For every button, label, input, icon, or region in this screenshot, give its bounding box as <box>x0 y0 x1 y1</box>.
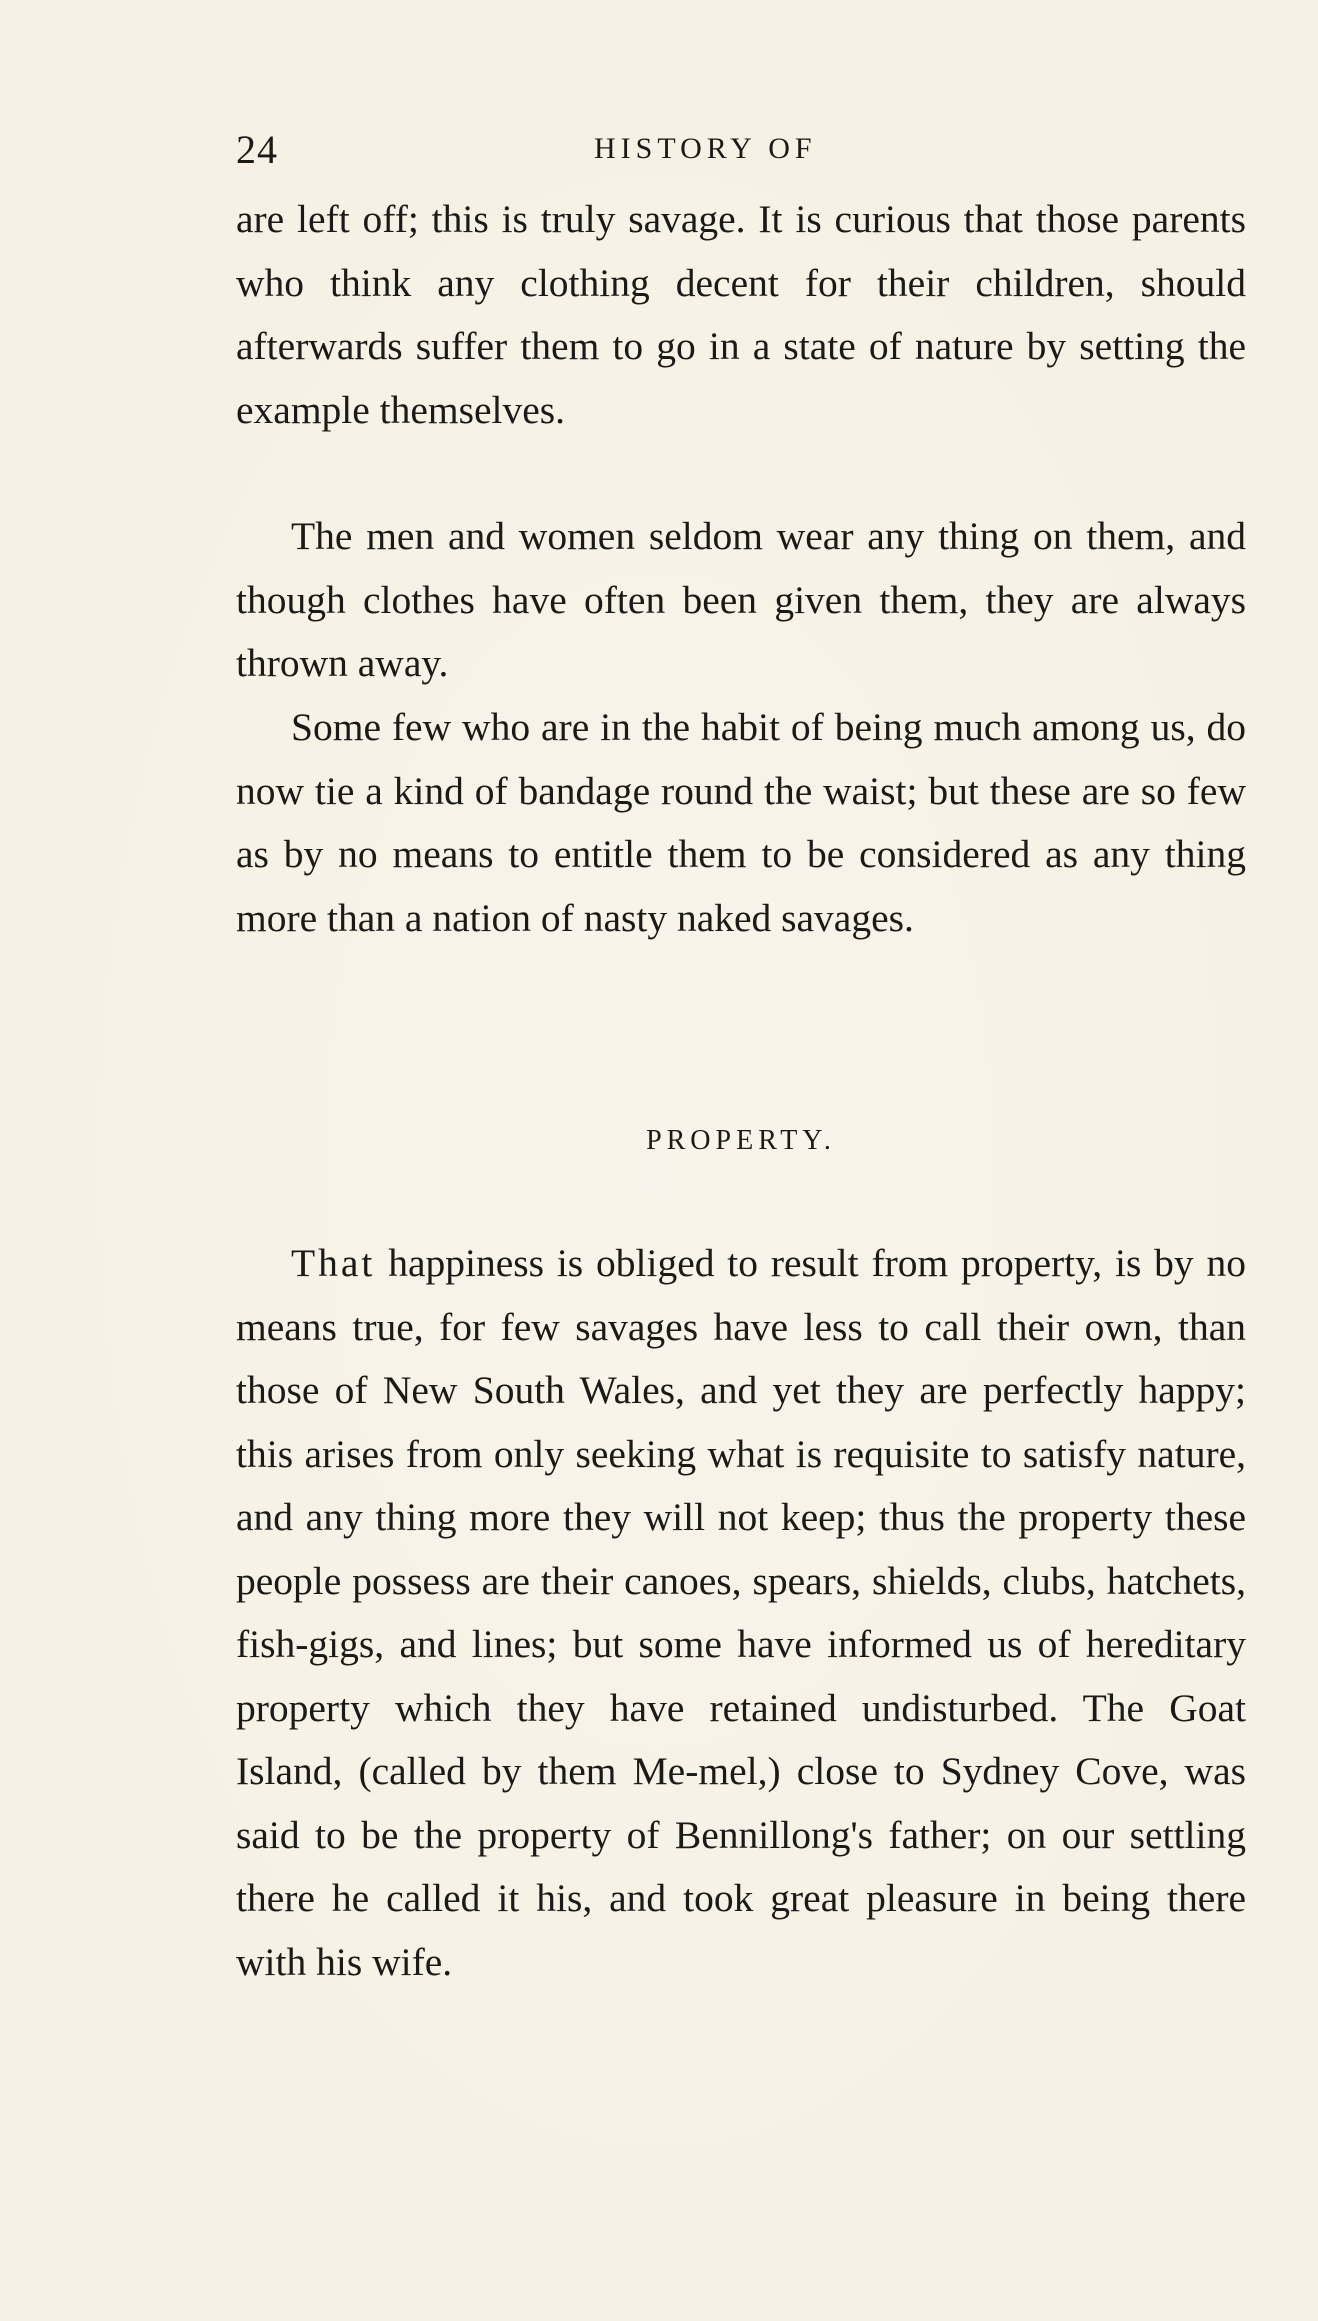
paragraph-text: Some few who are in the habit of being much among us, do now tie a kind of bandage round the waist; but these are so few as by no means to entitle them to be considered as any thing more than a nation of nasty naked savages. <box>236 705 1246 940</box>
paragraph-lead-word: That <box>291 1241 376 1285</box>
paragraph-bandage <box>236 696 1246 950</box>
paragraph-text: The men and women seldom wear any thing on them, and though clothes have often been given them, they are always thrown away. <box>236 514 1246 685</box>
paragraph-clothing <box>236 505 1246 696</box>
paragraph-continued <box>236 188 1246 442</box>
section-heading: PROPERTY. <box>646 1125 836 1156</box>
paragraph-text: are left off; this is truly savage. It is curious that those parents who think any clothing decent for their children, should afterwards suffer them to go in a state of nature by setting the example themselves. <box>236 197 1246 432</box>
running-head-title: HISTORY OF <box>594 132 817 165</box>
paragraph-body <box>236 1232 1246 1994</box>
paragraph-text: happiness is obliged to result from property, is by no means true, for few savages have less to call their own, than those of New South Wales, and yet they are perfectly happy; this arises from only seeking what is requisite to satisfy nature, and any thing more they will not keep; thus the property these people possess are their canoes, spears, shields, clubs, hatchets, fish-gigs, and lines; but some have informed us of hereditary property which they have retained undisturbed. The Goat Island, (called by them Me-mel,) close to Sydney Cove, was said to be the property of Bennillong's father; on our settling there he called it his, and took great pleasure in being there with his wife. <box>236 1241 1246 1984</box>
paragraph-property <box>236 1232 1246 1994</box>
page-number: 24 <box>236 127 278 172</box>
running-head <box>236 126 1246 186</box>
